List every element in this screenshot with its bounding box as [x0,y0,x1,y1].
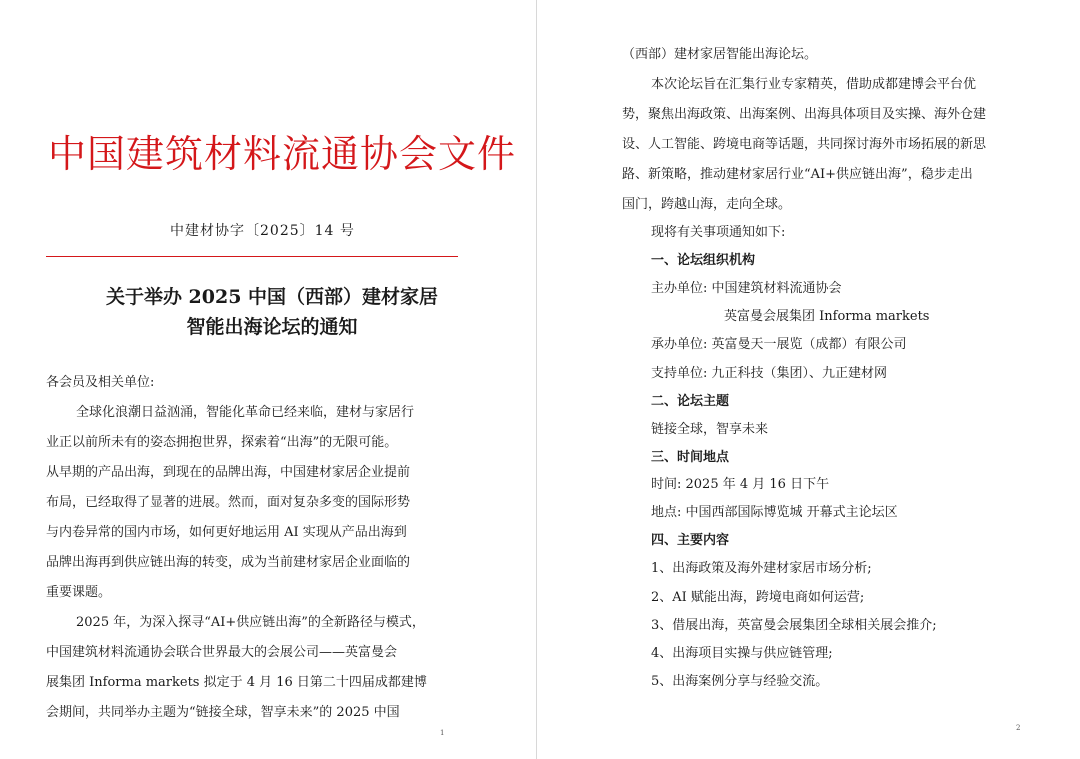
content-item: 4、出海项目实操与供应链管理; [651,646,833,661]
page-divider [536,0,537,759]
section-heading: 二、论坛主题 [651,394,730,409]
page-number: 1 [440,729,445,737]
paragraph-line: 从早期的产品出海，到现在的品牌出海，中国建材家居企业提前 [46,465,411,480]
paragraph-line: 设、人工智能、跨境电商等话题，共同探讨海外市场拓展的新思 [622,137,987,152]
notice-title-line: 智能出海论坛的通知 [186,316,358,338]
document-number: 中建材协字〔2025〕14 号 [170,223,355,239]
salutation: 各会员及相关单位: [46,375,155,390]
content-item: 3、借展出海，英富曼会展集团全球相关展会推介; [651,618,937,633]
section-heading: 一、论坛组织机构 [651,253,756,268]
notice-title-line: 关于举办 2025 中国（西部）建材家居 [105,286,439,308]
theme-line: 链接全球，智享未来 [651,422,769,437]
section-heading: 四、主要内容 [651,533,730,548]
document-header-title: 中国建筑材料流通协会文件 [48,132,517,176]
document-page-2 [538,0,1080,759]
paragraph-line: 布局，已经取得了显著的进展。然而，面对复杂多变的国际形势 [46,495,411,510]
paragraph-line: 全球化浪潮日益汹涌，智能化革命已经来临，建材与家居行 [76,405,415,420]
paragraph-line: 中国建筑材料流通协会联合世界最大的会展公司——英富曼会 [46,645,398,660]
red-divider [46,256,458,257]
paragraph-line: 重要课题。 [46,585,112,600]
notice-title [62,282,482,342]
host-line: 主办单位: 中国建筑材料流通协会 [651,281,842,296]
content-item: 1、出海政策及海外建材家居市场分析; [651,561,872,576]
paragraph-line: 现将有关事项通知如下: [651,225,786,240]
paragraph-line: 品牌出海再到供应链出海的转变，成为当前建材家居企业面临的 [46,555,411,570]
section-heading: 三、时间地点 [651,450,730,465]
paragraph-line: 展集团 Informa markets 拟定于 4 月 16 日第二十四届成都建博 [46,675,427,690]
paragraph-line: 2025 年，为深入探寻“AI+供应链出海”的全新路径与模式， [76,615,425,630]
paragraph-line: 会期间，共同举办主题为“链接全球，智享未来”的 2025 中国 [46,705,400,720]
location-line: 地点: 中国西部国际博览城 开幕式主论坛区 [651,505,898,520]
host-line: 英富曼会展集团 Informa markets [724,309,930,324]
paragraph-line: 路、新策略，推动建材家居行业“AI+供应链出海”，稳步走出 [622,167,973,182]
paragraph-line: 与内卷异常的国内市场，如何更好地运用 AI 实现从产品出海到 [46,525,407,540]
supporter-line: 支持单位: 九正科技（集团）、九正建材网 [651,366,888,381]
time-line: 时间: 2025 年 4 月 16 日下午 [651,477,830,492]
organizer-line: 承办单位: 英富曼天一展览（成都）有限公司 [651,337,907,352]
paragraph-line: （西部）建材家居智能出海论坛。 [622,47,818,62]
paragraph-line: 国门，跨越山海，走向全球。 [622,197,792,212]
content-item: 2、AI 赋能出海，跨境电商如何运营; [651,590,865,605]
content-item: 5、出海案例分享与经验交流。 [651,674,829,689]
document-page-1 [0,0,537,759]
page-number: 2 [1016,724,1021,732]
paragraph-line: 业正以前所未有的姿态拥抱世界，探索着“出海”的无限可能。 [46,435,398,450]
paragraph-line: 本次论坛旨在汇集行业专家精英，借助成都建博会平台优 [651,77,977,92]
paragraph-line: 势，聚焦出海政策、出海案例、出海具体项目及实操、海外仓建 [622,107,987,122]
